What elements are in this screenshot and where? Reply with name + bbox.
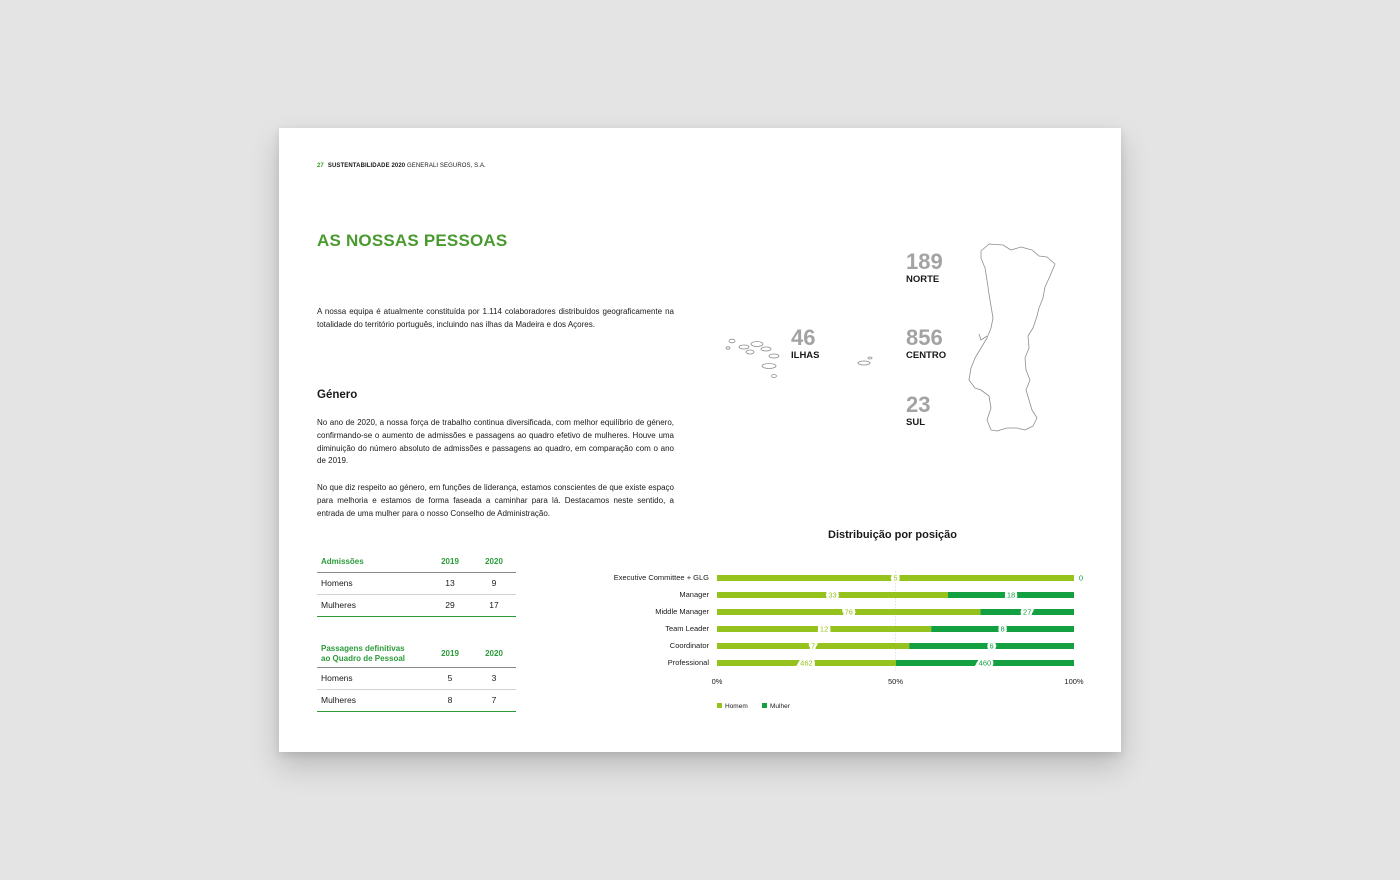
- page-title: AS NOSSAS PESSOAS: [317, 231, 508, 250]
- page-number: 27: [317, 163, 324, 169]
- table-row: [317, 689, 516, 711]
- stat-centro-value: 856: [906, 325, 943, 350]
- table-header-row: [317, 641, 516, 667]
- data-label-homem: 7: [811, 641, 816, 651]
- category-label: Manager: [679, 590, 709, 599]
- portugal-map-icon: [719, 236, 1079, 436]
- category-label: Executive Committee + GLG: [613, 573, 709, 582]
- table-row: [317, 572, 516, 594]
- stat-norte-label: NORTE: [906, 274, 940, 285]
- admissoes-header-2019: 2019: [428, 552, 472, 572]
- section-heading-genero: Género: [317, 389, 358, 401]
- passagens-header-line-2: ao Quadro de Pessoal: [321, 653, 406, 663]
- chart-title: Distribuição por posição: [828, 529, 957, 541]
- row-label: Homens: [317, 572, 428, 594]
- report-name: SUSTENTABILIDADE 2020: [327, 163, 406, 169]
- data-label-homem: 462: [800, 658, 813, 668]
- stat-norte-value: 189: [906, 249, 943, 274]
- passagens-header: [317, 641, 428, 667]
- admissoes-header: Admissões: [317, 552, 428, 572]
- stat-sul-value: 23: [906, 392, 931, 417]
- category-label: Professional: [667, 658, 709, 667]
- row-label: Mulheres: [317, 594, 428, 616]
- cell-2020: 9: [472, 572, 516, 594]
- report-page: [279, 128, 1121, 752]
- passagens-table: [317, 641, 516, 712]
- cell-2019: 5: [428, 667, 472, 689]
- cell-2019: 8: [428, 689, 472, 711]
- category-label: Middle Manager: [655, 607, 709, 616]
- admissoes-table: [317, 552, 516, 617]
- stat-ilhas-label: ILHAS: [791, 350, 820, 361]
- data-label-mulher: 27: [1023, 607, 1032, 617]
- cell-2019: 29: [428, 594, 472, 616]
- stat-ilhas: [791, 327, 820, 361]
- company-name: GENERALI SEGUROS, S.A.: [407, 163, 486, 169]
- data-label-mulher: 6: [989, 641, 994, 651]
- page-header: [317, 163, 486, 169]
- x-tick-label: 0%: [711, 677, 723, 686]
- row-label: Homens: [317, 667, 428, 689]
- legend-swatch-mulher: [762, 703, 767, 708]
- data-label-homem: 5: [893, 573, 898, 583]
- position-distribution-chart: [579, 558, 1099, 718]
- stat-sul-label: SUL: [906, 417, 925, 428]
- cell-2020: 3: [472, 667, 516, 689]
- stat-norte: [906, 251, 943, 285]
- intro-paragraph: A nossa equipa é atualmente constituída por 1.114 colaboradores distribuídos geograficamente na totalidade do território português, incluindo nas ilhas da Madeira e dos Açores.: [317, 307, 674, 329]
- data-label-mulher: 18: [1006, 590, 1016, 600]
- genero-paragraph-1: No ano de 2020, a nossa força de trabalho continua diversificada, com melhor equilíbrio de género, confirmando-se o aumento de admissões e passagens ao quadro efetivo de mulheres. Houve uma diminuição do número absoluto de admissões e passagens ao quadro, em comparação com o ano de 2019.: [317, 418, 674, 466]
- data-label-mulher: 0: [1078, 573, 1084, 583]
- data-label-mulher: 8: [1000, 624, 1005, 634]
- table-header-row: [317, 552, 516, 572]
- legend-label-mulher: Mulher: [770, 703, 790, 710]
- category-label: Coordinator: [669, 641, 709, 650]
- x-tick-label: 100%: [1064, 677, 1084, 686]
- row-label: Mulheres: [317, 689, 428, 711]
- data-label-homem: 33: [828, 590, 837, 600]
- stat-ilhas-value: 46: [791, 325, 816, 350]
- category-label: Team Leader: [665, 624, 709, 633]
- stat-centro: [906, 327, 946, 361]
- x-tick-label: 50%: [887, 677, 904, 686]
- data-label-homem: 76: [844, 607, 853, 617]
- cell-2020: 17: [472, 594, 516, 616]
- data-label-mulher: 460: [978, 658, 992, 668]
- table-row: [317, 667, 516, 689]
- legend-swatch-homem: [717, 703, 722, 708]
- data-label-homem: 12: [819, 624, 829, 634]
- passagens-header-2020: 2020: [472, 641, 516, 667]
- cell-2020: 7: [472, 689, 516, 711]
- passagens-header-2019: 2019: [428, 641, 472, 667]
- admissoes-header-2020: 2020: [472, 552, 516, 572]
- table-row: [317, 594, 516, 616]
- passagens-header-line-1: Passagens definitivas: [321, 643, 405, 653]
- stat-sul: [906, 394, 930, 428]
- cell-2019: 13: [428, 572, 472, 594]
- legend-label-homem: Homem: [725, 703, 748, 710]
- stat-centro-label: CENTRO: [906, 350, 947, 361]
- genero-paragraph-2: No que diz respeito ao género, em funções de liderança, estamos conscientes de que existe espaço para melhoria e estamos de forma faseada a caminhar para lá. Destacamos neste sentido, a entrada de uma mulher para o nosso Conselho de Administração.: [317, 483, 674, 518]
